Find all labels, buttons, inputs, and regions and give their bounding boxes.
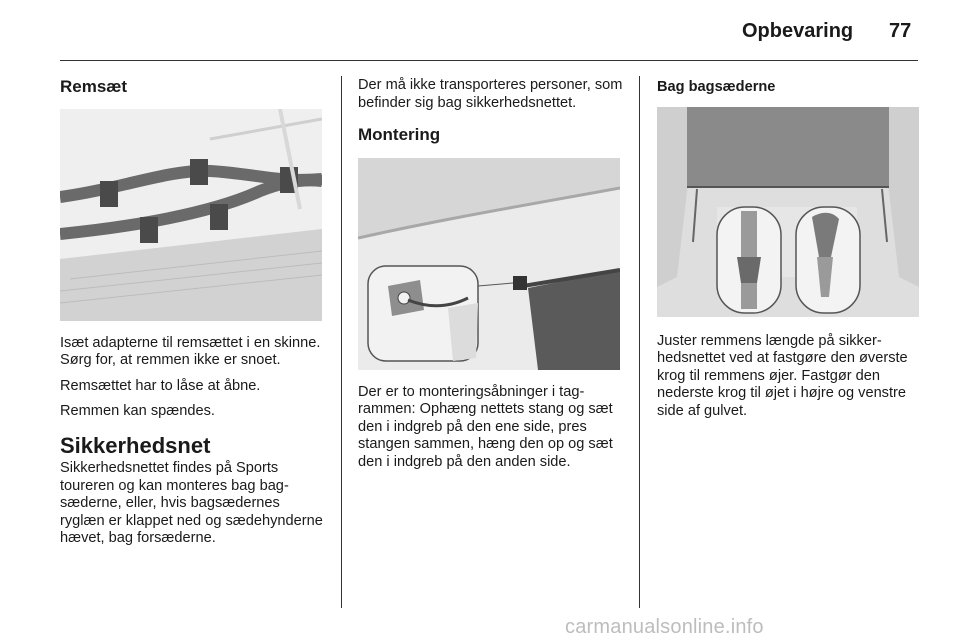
section-heading-remsaet: Remsæt <box>60 77 128 96</box>
column-divider-1 <box>341 76 342 608</box>
paragraph: Der må ikke transporteres personer, som befinder sig bag sikkerhedsnettet. <box>358 77 623 111</box>
section-heading-bag-bagsaederne: Bag bagsæderne <box>657 79 776 95</box>
paragraph: Der er to monteringsåbninger i tagrammen: Ophæng nettets stang og sæt den i indgreb på den ene side, pres stangen sammen, hæng den op og sæt den i indgreb på den anden side. <box>358 383 613 470</box>
page-number: 77 <box>889 20 912 42</box>
paragraph: Juster remmens længde på sikkerhedsnettet ved at fastgøre den øverste krog til remmens øjer. Fastgør den nederste krog til øjet i højre og venstre side af gulvet. <box>657 332 908 419</box>
column-3 <box>657 74 923 428</box>
paragraph: Isæt adapterne til remsættet i en skinne. Sørg for, at remmen ikke er snoet. <box>60 334 321 368</box>
figure-mounting <box>358 158 620 370</box>
column-2 <box>358 74 624 479</box>
figure-behind-rear-seats <box>657 107 919 317</box>
column-divider-2 <box>639 76 640 608</box>
watermark: carmanualsonline.info <box>565 616 764 638</box>
page-header-title: Opbevaring <box>742 20 854 42</box>
paragraph: Remmen kan spændes. <box>60 403 215 419</box>
paragraph: Remsættet har to låse at åbne. <box>60 377 261 394</box>
paragraph: Sikkerhedsnettet findes på Sports toureren og kan monteres bag bagsæderne, eller, hvis bagsædernes ryglæn er klappet ned og sædehynderne hævet, bag forsæderne. <box>60 460 323 546</box>
figure-strap-set <box>60 109 322 321</box>
section-heading-sikkerhedsnet: Sikkerhedsnet <box>60 432 211 458</box>
section-heading-montering: Montering <box>358 125 441 144</box>
header-rule <box>60 60 918 61</box>
column-1 <box>60 74 326 556</box>
